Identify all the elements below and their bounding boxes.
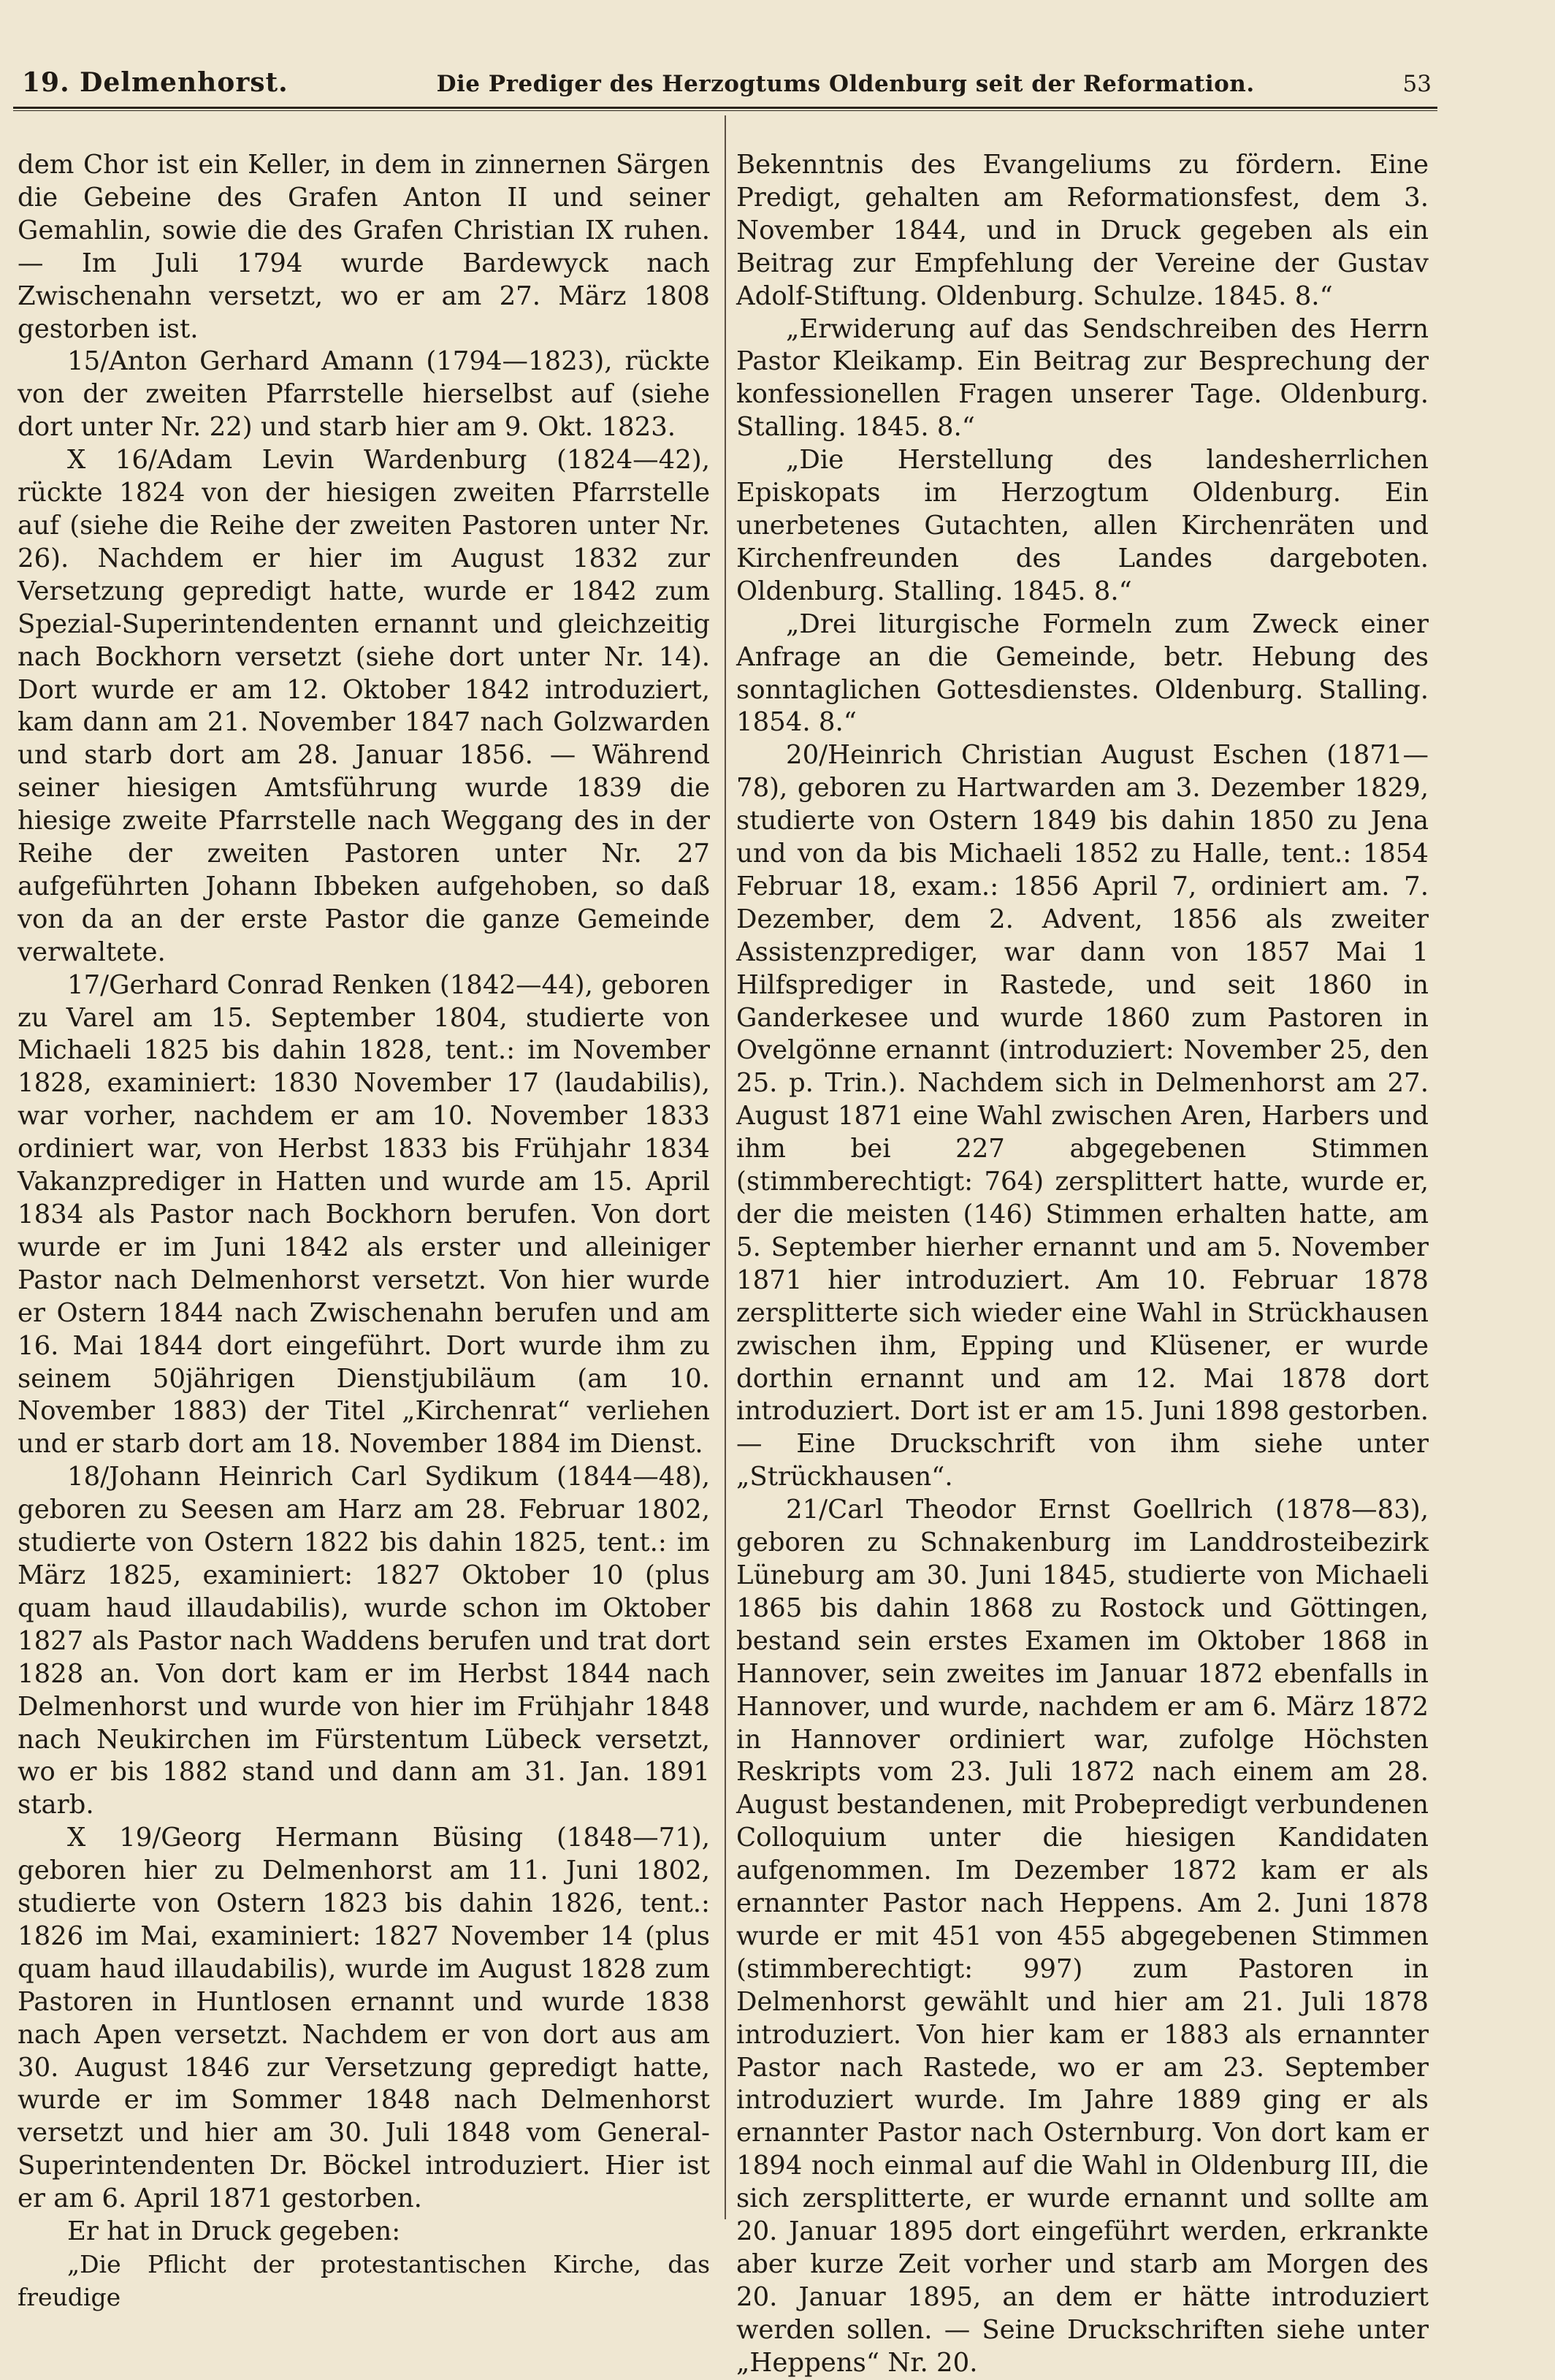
entry-18-sydikum: 18/Johann Heinrich Carl Sydikum (1844—48), geboren zu Seesen am Harz am 28. Februar 1802, studierte von Ostern 1822 bis dahin 1825, tent.: im März 1825, examiniert: 1827 Oktober 10 (plus quam haud illaudabilis), wurde schon im Oktober 1827 als Pastor nach Waddens berufen und trat dort 1828 an. Von dort kam er im Herbst 1844 nach Delmenhorst und wurde von hier im Frühjahr 1848 nach Neukirchen im Fürstentum Lübeck versetzt, wo er bis 1882 stand und dann am 31. Jan. 1891 starb. [18,1462,710,1820]
running-header [22,67,1432,104]
entry-16-wardenburg: X 16/Adam Levin Wardenburg (1824—42), rückte 1824 von der hiesigen zweiten Pfarrstelle auf (siehe die Reihe der zweiten Pastoren unter Nr. 26). Nachdem er hier im August 1832 zur Versetzung gepredigt hatte, wurde er 1842 zum Spezial-Superintendenten ernannt und gleichzeitig nach Bockhorn versetzt (siehe dort unter Nr. 14). Dort wurde er am 12. Oktober 1842 introduziert, kam dann am 21. November 1847 nach Golzwarden und starb dort am 28. Januar 1856. — Während seiner hiesigen Amtsführung wurde 1839 die hiesige zweite Pfarrstelle nach Weggang des in der Reihe der zweiten Pastoren unter Nr. 27 aufgeführten Johann Ibbeken aufgehoben, so daß von da an der erste Pastor die ganze Gemeinde verwaltete. [18,445,710,967]
publication-2: „Erwiderung auf das Sendschreiben des Herrn Pastor Kleikamp. Ein Beitrag zur Besprechung der konfessionellen Fragen unserer Tage. Oldenburg. Stalling. 1845. 8.“ [736,313,1429,443]
paragraph-continuation: dem Chor ist ein Keller, in dem in zinnernen Särgen die Gebeine des Grafen Anton II und seiner Gemahlin, sowie die des Grafen Christian IX ruhen. — Im Juli 1794 wurde Bardewyck nach Zwischenahn versetzt, wo er am 27. März 1808 gestorben ist. [18,150,710,344]
entry-21-goellrich: 21/Carl Theodor Ernst Goellrich (1878—83), geboren zu Schnakenburg im Landdrosteibezirk Lüneburg am 30. Juni 1845, studierte von Michaeli 1865 bis dahin 1868 zu Rostock und Göttingen, bestand sein erstes Examen im Oktober 1868 in Hannover, sein zweites im Januar 1872 ebenfalls in Hannover, und wurde, nachdem er am 6. März 1872 in Hannover ordiniert war, zufolge Höchsten Reskripts vom 23. Juli 1872 nach einem am 28. August bestandenen, mit Probepredigt verbundenen Colloquium unter die hiesigen Kandidaten aufgenommen. Im Dezember 1872 kam er als ernannter Pastor nach Heppens. Am 2. Juni 1878 wurde er mit 451 von 455 abgegebenen Stimmen (stimmberechtigt: 997) zum Pastoren in Delmenhorst gewählt und hier am 21. Juli 1878 introduziert. Von hier kam er 1883 als ernannter Pastor nach Rastede, wo er am 23. September introduziert wurde. Im Jahre 1889 ging er als ernannter Pastor nach Osternburg. Von dort kam er 1894 noch einmal auf die Wahl in Oldenburg III, die sich zersplitterte, er wurde ernannt und sollte am 20. Januar 1895 dort eingeführt werden, erkrankte aber kurze Zeit vorher und starb am Morgen des 20. Januar 1895, an dem er hätte introduziert werden sollen. — Seine Druckschriften siehe unter „Heppens“ Nr. 20. [736,1495,1429,2378]
publication-1-cont: Bekenntnis des Evangeliums zu fördern. Eine Predigt, gehalten am Reformationsfest, dem 3. November 1844, und in Druck gegeben als ein Beitrag zur Empfehlung der Vereine der Gustav Adolf-Stiftung. Oldenburg. Schulze. 1845. 8.“ [736,150,1429,311]
entry-17-renken: 17/Gerhard Conrad Renken (1842—44), geboren zu Varel am 15. September 1804, studierte von Michaeli 1825 bis dahin 1828, tent.: im November 1828, examiniert: 1830 November 17 (laudabilis), war vorher, nachdem er am 10. November 1833 ordiniert war, von Herbst 1833 bis Frühjahr 1834 Vakanzprediger in Hatten und wurde am 15. April 1834 als Pastor nach Bockhorn berufen. Von dort wurde er im Juni 1842 als erster und alleiniger Pastor nach Delmenhorst versetzt. Von hier wurde er Ostern 1844 nach Zwischenahn berufen und am 16. Mai 1844 dort eingeführt. Dort wurde ihm zu seinem 50jährigen Dienstjubiläum (am 10. November 1883) der Titel „Kirchenrat“ verliehen und er starb dort am 18. November 1884 im Dienst. [18,969,710,1460]
header-rule [13,107,1437,109]
left-column [18,149,710,2314]
column-divider [725,115,726,2219]
publication-1-start: „Die Pflicht der protestantischen Kirche, das freudige [18,2250,710,2311]
right-column [736,149,1429,2380]
entry-20-eschen: 20/Heinrich Christian August Eschen (1871—78), geboren zu Hartwarden am 3. Dezember 1829, studierte von Ostern 1849 bis dahin 1850 zu Jena und von da bis Michaeli 1852 zu Halle, tent.: 1854 Februar 18, exam.: 1856 April 7, ordiniert am. 7. Dezember, dem 2. Advent, 1856 als zweiter Assistenzprediger, war dann von 1857 Mai 1 Hilfsprediger in Rastede, und seit 1860 in Ganderkesee und wurde 1860 zum Pastoren in Ovelgönne ernannt (introduziert: November 25, den 25. p. Trin.). Nachdem sich in Delmenhorst am 27. August 1871 eine Wahl zwischen Aren, Harbers und ihm bei 227 abgegebenen Stimmen (stimmberechtigt: 764) zersplittert hatte, wurde er, der die meisten (146) Stimmen erhalten hatte, am 5. September hierher ernannt und am 5. November 1871 hier introduziert. Am 10. Februar 1878 zersplitterte sich wieder eine Wahl in Strückhausen zwischen ihm, Epping und Klüsener, er wurde dorthin ernannt und am 12. Mai 1878 dort introduziert. Dort ist er am 15. Juni 1898 gestorben. — Eine Druckschrift von ihm siehe unter „Strückhausen“. [736,740,1429,1492]
publication-3: „Die Herstellung des landesherrlichen Episkopats im Herzogtum Oldenburg. Ein unerbetenes Gutachten, allen Kirchenräten und Kirchenfreunden des Landes dargeboten. Oldenburg. Stalling. 1845. 8.“ [736,445,1429,606]
page-number: 53 [1402,71,1432,97]
header-rule-thin [13,110,1437,111]
entry-19-buesing: X 19/Georg Hermann Büsing (1848—71), geboren hier zu Delmenhorst am 11. Juni 1802, studierte von Ostern 1823 bis dahin 1826, tent.: 1826 im Mai, examiniert: 1827 November 14 (plus quam haud illaudabilis), wurde im August 1828 zum Pastoren in Huntlosen ernannt und wurde 1838 nach Apen versetzt. Nachdem er von dort aus am 30. August 1846 zur Versetzung gepredigt hatte, wurde er im Sommer 1848 nach Delmenhorst versetzt und hier am 30. Juli 1848 vom General-Superintendenten Dr. Böckel introduziert. Hier ist er am 6. April 1871 gestorben. [18,1823,710,2214]
entry-15-amann: 15/Anton Gerhard Amann (1794—1823), rückte von der zweiten Pfarrstelle hierselbst auf (siehe dort unter Nr. 22) und starb hier am 9. Okt. 1823. [18,346,710,443]
book-title: Die Prediger des Herzogtums Oldenburg seit der Reformation. [436,71,1255,97]
publications-intro: Er hat in Druck gegeben: [67,2216,401,2247]
chapter-heading: 19. Delmenhorst. [22,67,289,98]
publication-4: „Drei liturgische Formeln zum Zweck einer Anfrage an die Gemeinde, betr. Hebung des sonntaglichen Gottesdienstes. Oldenburg. Stalling. 1854. 8.“ [736,609,1429,738]
